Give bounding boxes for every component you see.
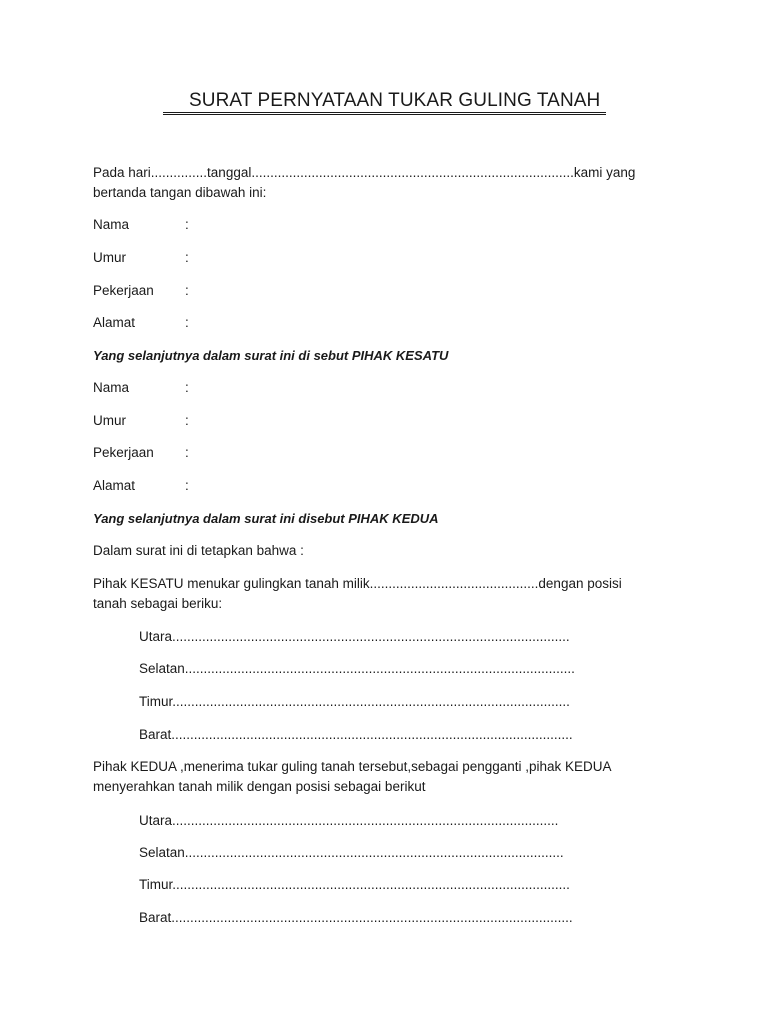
party2-colon-nama: : (185, 380, 189, 395)
clause1-bound-selatan: Selatan........................................................................................................ (139, 661, 575, 676)
party1-field-alamat: Alamat (93, 315, 136, 330)
party1-field-pekerjaan: Pekerjaan (93, 283, 154, 298)
clause2-bound-timur: Timur.......................................................................................................... (139, 877, 570, 892)
statement-line: Dalam surat ini di tetapkan bahwa : (93, 543, 304, 558)
clause2-bound-utara: Utara....................................................................................................... (139, 813, 559, 828)
clause1-line-2: tanah sebagai beriku: (93, 596, 223, 611)
party1-colon-nama: : (185, 217, 189, 232)
clause2-line-2: menyerahkan tanah milik dengan posisi sebagai berikut (93, 779, 426, 794)
party2-colon-alamat: : (185, 478, 189, 493)
party1-field-umur: Umur (93, 250, 126, 265)
clause1-bound-barat: Barat........................................................................................................... (139, 727, 573, 742)
party2-field-pekerjaan: Pekerjaan (93, 445, 154, 460)
clause2-bound-selatan: Selatan..................................................................................................... (139, 845, 564, 860)
clause1-line-1: Pihak KESATU menukar gulingkan tanah milik.............................................dengan posisi (93, 576, 622, 591)
intro-line-1: Pada hari...............tanggal......................................................................................kami yang (93, 165, 636, 180)
party1-designation: Yang selanjutnya dalam surat ini di sebut PIHAK KESATU (93, 348, 449, 363)
party1-colon-pekerjaan: : (185, 283, 189, 298)
clause1-bound-timur: Timur.......................................................................................................... (139, 694, 570, 709)
party2-colon-umur: : (185, 413, 189, 428)
clause2-bound-barat: Barat........................................................................................................... (139, 910, 573, 925)
document-title: SURAT PERNYATAAN TUKAR GULING TANAH (163, 90, 606, 115)
party2-field-umur: Umur (93, 413, 126, 428)
party2-field-nama: Nama (93, 380, 130, 395)
party1-colon-umur: : (185, 250, 189, 265)
party1-field-nama: Nama (93, 217, 130, 232)
party2-colon-pekerjaan: : (185, 445, 189, 460)
clause1-bound-utara: Utara.......................................................................................................... (139, 629, 570, 644)
intro-line-2: bertanda tangan dibawah ini: (93, 185, 267, 200)
party2-designation: Yang selanjutnya dalam surat ini disebut PIHAK KEDUA (93, 511, 439, 526)
clause2-line-1: Pihak KEDUA ,menerima tukar guling tanah tersebut,sebagai pengganti ,pihak KEDUA (93, 759, 612, 774)
party1-colon-alamat: : (185, 315, 189, 330)
party2-field-alamat: Alamat (93, 478, 136, 493)
